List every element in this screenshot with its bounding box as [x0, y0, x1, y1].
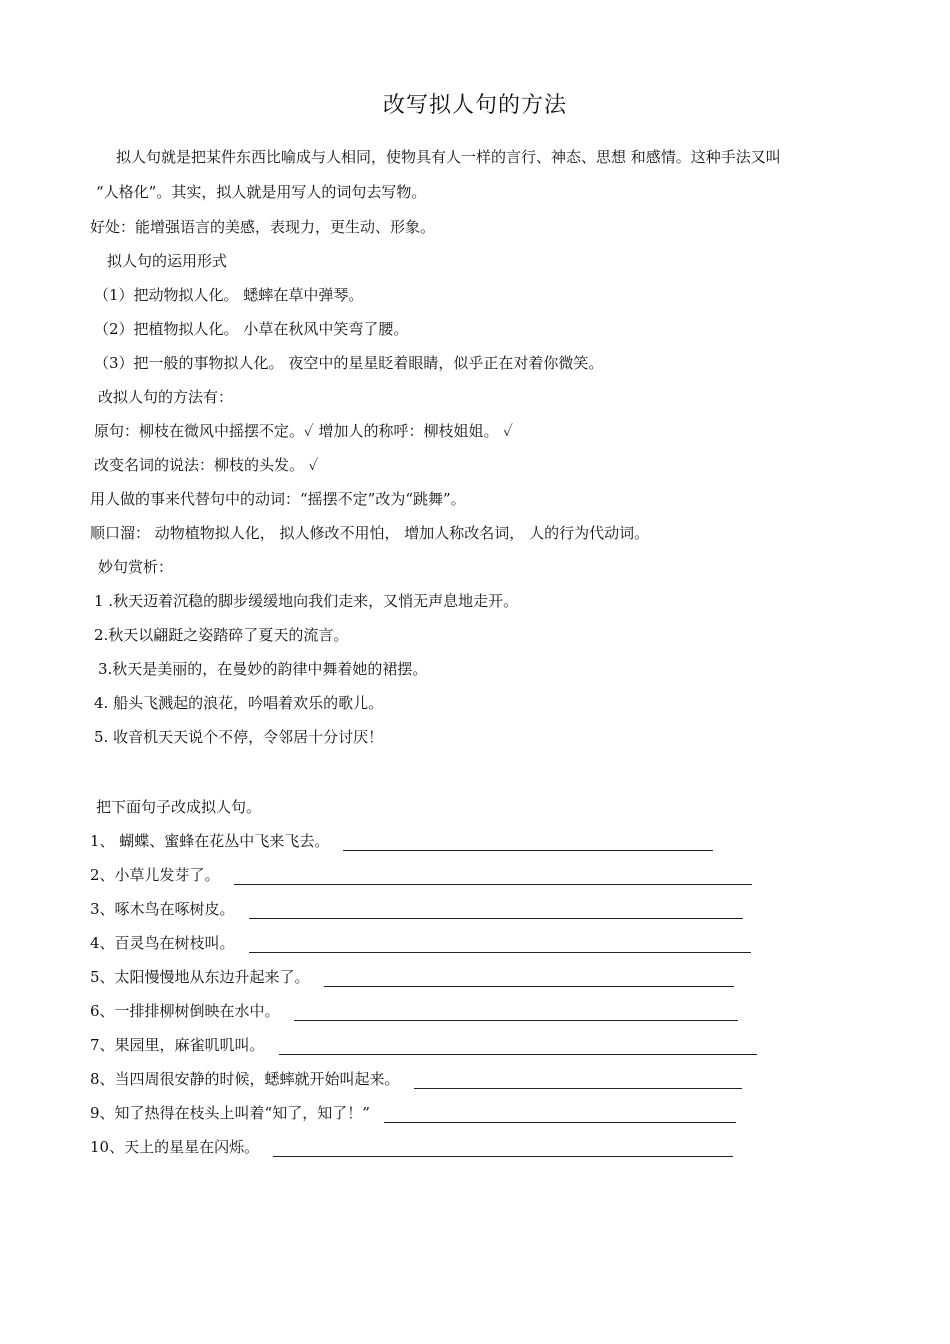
exercise-item-3: [90, 899, 743, 919]
answer-blank[interactable]: [384, 1106, 736, 1123]
exercise-item-8: [90, 1069, 742, 1089]
exercise-prompt: 4、百灵鸟在树枝叫。: [90, 934, 235, 952]
method-rhyme: 顺口溜： 动物植物拟人化， 拟人修改不用怕， 增加人称改名词， 人的行为代动词。: [90, 524, 650, 542]
exercise-prompt: 9、知了热得在枝头上叫着“知了，知了！”: [90, 1104, 370, 1122]
exercise-item-10: [90, 1137, 733, 1157]
benefit-line: 好处：能增强语言的美感，表现力，更生动、形象。: [90, 218, 436, 236]
exercise-prompt: 5、太阳慢慢地从东边升起来了。: [90, 968, 310, 986]
exercise-item-7: [90, 1035, 757, 1055]
page-title: 改写拟人句的方法: [382, 93, 567, 118]
method-original-sentence: 原句：柳枝在微风中摇摆不定。✓ 增加人的称呼：柳枝姐姐。 ✓: [94, 422, 513, 440]
exercise-item-1: [90, 831, 713, 851]
appreciation-item-3: 3.秋天是美丽的，在曼妙的韵律中舞着她的裙摆。: [98, 660, 428, 678]
answer-blank[interactable]: [279, 1038, 757, 1055]
answer-blank[interactable]: [234, 868, 752, 885]
intro-paragraph-line-1: 拟人句就是把某件东西比喻成与人相同，使物具有人一样的言行、神态、思想 和感情。这种手法又叫: [116, 148, 781, 166]
appreciation-item-1: 1 .秋天迈着沉稳的脚步缓缓地向我们走来，又悄无声息地走开。: [94, 592, 519, 610]
forms-heading: 拟人句的运用形式: [107, 252, 228, 270]
appreciation-item-5: 5. 收音机天天说个不停，令邻居十分讨厌！: [94, 728, 384, 746]
appreciation-item-2: 2.秋天以翩跹之姿踏碎了夏天的流言。: [94, 626, 349, 644]
exercise-item-4: [90, 933, 751, 953]
answer-blank[interactable]: [324, 970, 734, 987]
exercise-prompt: 6、一排排柳树倒映在水中。: [90, 1002, 280, 1020]
method-noun-change: 改变名词的说法：柳枝的头发。 ✓: [94, 456, 319, 474]
methods-heading: 改拟人句的方法有：: [98, 388, 234, 406]
form-item-2: （2）把植物拟人化。 小草在秋风中笑弯了腰。: [94, 320, 409, 338]
exercise-item-5: [90, 967, 734, 987]
answer-blank[interactable]: [294, 1004, 738, 1021]
answer-blank[interactable]: [249, 902, 743, 919]
exercise-prompt: 1、 蝴蝶、蜜蜂在花丛中飞来飞去。: [90, 832, 330, 850]
method-verb-replace: 用人做的事来代替句中的动词：“摇摆不定”改为“跳舞”。: [90, 490, 466, 508]
form-item-1: （1）把动物拟人化。 蟋蟀在草中弹琴。: [94, 286, 364, 304]
answer-blank[interactable]: [414, 1072, 742, 1089]
answer-blank[interactable]: [249, 936, 751, 953]
exercise-prompt: 7、果园里，麻雀叽叽叫。: [90, 1036, 265, 1054]
appreciation-item-4: 4. 船头飞溅起的浪花，吟唱着欢乐的歌儿。: [94, 694, 384, 712]
exercise-item-2: [90, 865, 752, 885]
form-item-3: （3）把一般的事物拟人化。 夜空中的星星眨着眼睛，似乎正在对着你微笑。: [94, 354, 604, 372]
exercise-prompt: 8、当四周很安静的时候，蟋蟀就开始叫起来。: [90, 1070, 400, 1088]
intro-paragraph-line-2: “人格化”。其实，拟人就是用写人的词句去写物。: [96, 183, 427, 201]
exercise-item-6: [90, 1001, 738, 1021]
exercise-prompt: 10、天上的星星在闪烁。: [90, 1138, 260, 1156]
appreciation-heading: 妙句赏析：: [98, 558, 174, 576]
answer-blank[interactable]: [273, 1140, 733, 1157]
exercise-prompt: 2、小草儿发芽了。: [90, 866, 220, 884]
exercise-item-9: [90, 1103, 736, 1123]
exercise-heading: 把下面句子改成拟人句。: [96, 798, 262, 816]
exercise-prompt: 3、啄木鸟在啄树皮。: [90, 900, 235, 918]
answer-blank[interactable]: [343, 834, 713, 851]
